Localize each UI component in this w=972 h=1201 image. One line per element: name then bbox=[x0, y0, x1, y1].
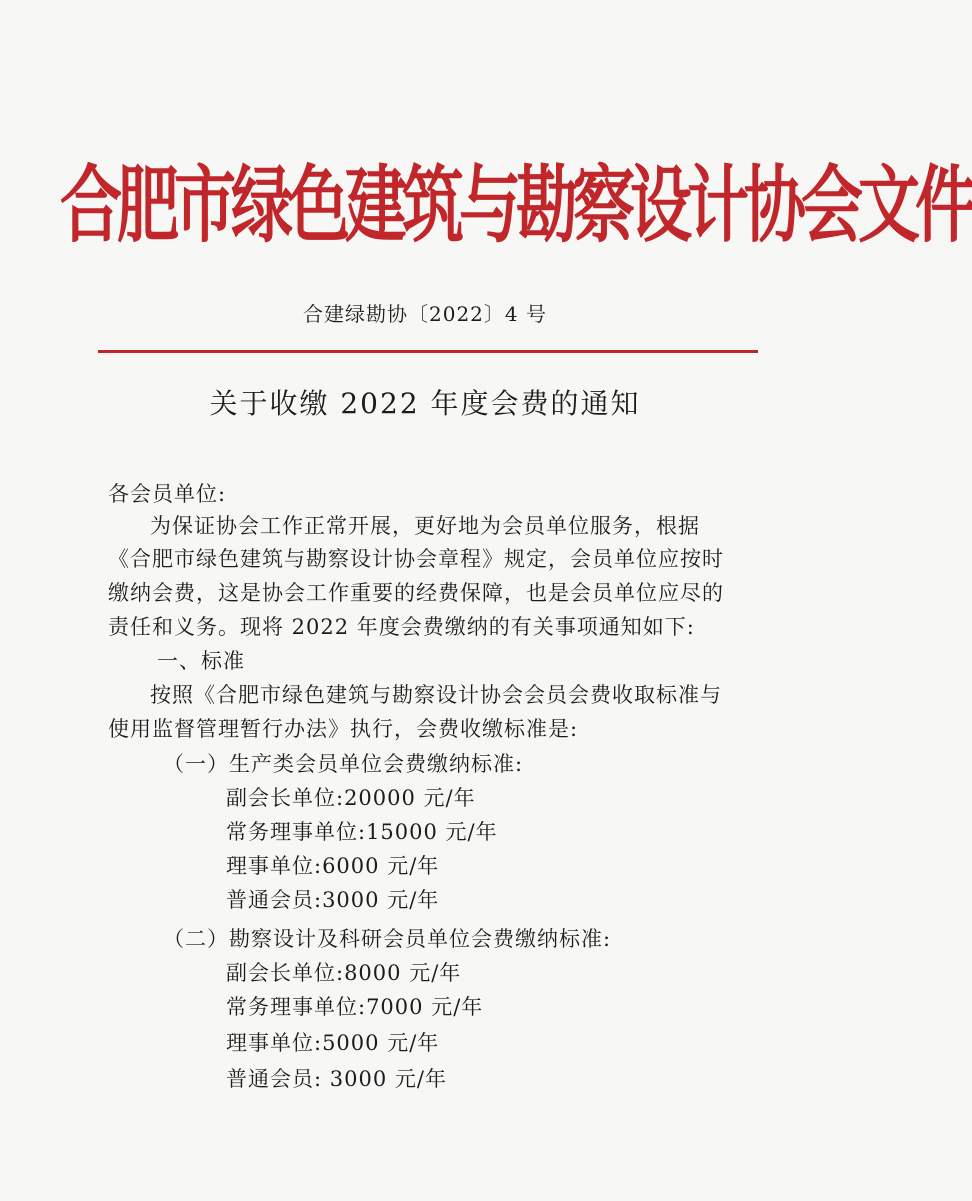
paragraph-line: 责任和义务。现将 2022 年度会费缴纳的有关事项通知如下: bbox=[108, 615, 695, 639]
document-number: 合建绿勘协〔2022〕4 号 bbox=[303, 302, 547, 326]
header-divider bbox=[98, 350, 758, 353]
category-heading-production: （一）生产类会员单位会费缴纳标准: bbox=[163, 752, 524, 776]
fee-item: 常务理事单位:15000 元/年 bbox=[226, 820, 498, 844]
fee-item: 理事单位:5000 元/年 bbox=[226, 1031, 440, 1055]
section-heading: 一、标准 bbox=[157, 649, 245, 673]
paragraph-line: 按照《合肥市绿色建筑与勘察设计协会会员会费收取标准与 bbox=[150, 683, 722, 707]
notice-title: 关于收缴 2022 年度会费的通知 bbox=[209, 387, 641, 420]
fee-item: 普通会员:3000 元/年 bbox=[226, 888, 440, 912]
category-heading-survey-design: （二）勘察设计及科研会员单位会费缴纳标准: bbox=[163, 927, 612, 951]
fee-item: 副会长单位:8000 元/年 bbox=[226, 961, 462, 985]
salutation: 各会员单位: bbox=[108, 482, 227, 506]
fee-item: 副会长单位:20000 元/年 bbox=[226, 786, 476, 810]
fee-item: 理事单位:6000 元/年 bbox=[226, 854, 440, 878]
paragraph-line: 缴纳会费，这是协会工作重要的经费保障，也是会员单位应尽的 bbox=[108, 581, 724, 605]
paragraph-line: 使用监督管理暂行办法》执行，会费收缴标准是: bbox=[108, 717, 579, 741]
fee-item: 常务理事单位:7000 元/年 bbox=[226, 995, 484, 1019]
paragraph-line: 《合肥市绿色建筑与勘察设计协会章程》规定，会员单位应按时 bbox=[108, 547, 724, 571]
org-header-title: 合肥市绿色建筑与勘察设计协会文件 bbox=[60, 155, 972, 255]
paragraph-line: 为保证协会工作正常开展，更好地为会员单位服务，根据 bbox=[150, 514, 700, 538]
fee-item: 普通会员: 3000 元/年 bbox=[226, 1067, 447, 1091]
